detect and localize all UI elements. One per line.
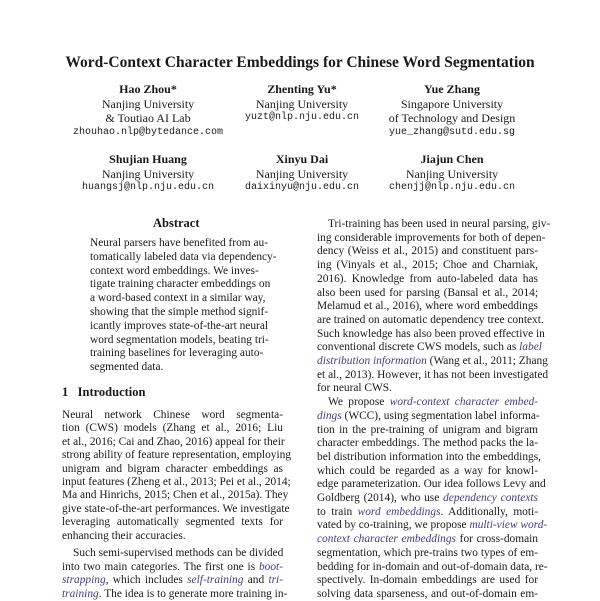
body-line-right — [317, 340, 542, 354]
author-name: Hao Zhou* — [119, 82, 177, 96]
text-run: character embeddings. The method packs the la- — [317, 437, 538, 450]
author-entry — [357, 152, 547, 196]
body-line-left — [62, 475, 291, 489]
author-email: huangsj@nlp.nju.edu.cn — [81, 182, 215, 193]
text-run: conventional discrete CWS models, such as — [317, 341, 520, 354]
author-name: Shujian Huang — [109, 152, 187, 166]
emphasized-text: self-training — [187, 574, 244, 587]
text-run: icantly improves state-of-the-art neural — [90, 319, 269, 332]
text-run: ing (Vinyals et al., 2015; Choe and Charniak, — [317, 259, 538, 272]
emphasized-text: boot- — [258, 560, 283, 573]
text-run: tigate training character embeddings on — [90, 278, 271, 291]
text-run: . The idea is to generate more training in- — [98, 587, 288, 600]
body-line-right — [317, 491, 538, 505]
text-run: dency (Weiss et al., 2015) and constituent pars- — [317, 245, 538, 258]
abstract-line — [90, 360, 256, 374]
body-line-left — [62, 488, 289, 502]
text-run: spectively. In-domain embeddings are used for — [317, 574, 538, 587]
text-run: also been used for parsing (Bansal et al., 2014; — [317, 286, 538, 299]
author-name: Xinyu Dai — [275, 152, 329, 166]
text-run: . Additionally, moti- — [440, 505, 539, 518]
text-run: unigram and bigram character embeddings as — [62, 462, 283, 475]
emphasized-text: dependency contexts — [443, 492, 538, 504]
abstract-line — [90, 319, 269, 333]
text-run: et al., 2013). However, it has not been investigated — [317, 368, 549, 381]
body-line-right — [317, 423, 538, 437]
text-run: edge parameterization. Our idea follows Levy and — [317, 478, 546, 491]
emphasized-text: word-context character embed- — [389, 396, 538, 409]
body-line-right — [317, 299, 538, 313]
body-line-right — [317, 368, 549, 382]
abstract-line — [90, 277, 271, 291]
abstract-line — [90, 236, 269, 250]
body-line-right — [317, 532, 538, 546]
text-run: to train — [317, 505, 358, 518]
text-run: (Wang et al., 2011; Zhang — [426, 355, 548, 367]
body-line-left — [62, 529, 283, 543]
paper-title: Word-Context Character Embeddings for Chinese Word Segmentation — [65, 54, 535, 71]
author-entry — [357, 82, 547, 140]
body-line-right — [317, 327, 545, 341]
body-line-left — [62, 435, 283, 449]
body-line-right — [317, 258, 538, 272]
author-affiliation: Nanjing University — [101, 166, 195, 181]
text-run: Melamud et al., 2016), where word embeddings — [317, 300, 538, 313]
abstract-line — [90, 250, 277, 264]
body-line-left — [62, 502, 290, 516]
text-run: into two main categories. The first one is — [62, 560, 259, 573]
author-affiliation: of Technology and Design — [388, 111, 516, 125]
text-run: We propose — [328, 396, 390, 409]
text-run: a word-based context in a similar way, — [90, 292, 266, 305]
emphasized-text: distribution information — [317, 355, 427, 367]
emphasized-text: label — [519, 341, 542, 354]
text-run: are trained on automatic dependency tree context. — [317, 313, 544, 326]
body-line-right — [317, 244, 538, 258]
author-affiliation: & Toutiao AI Lab — [105, 111, 191, 125]
author-name: Yue Zhang — [424, 82, 480, 96]
text-run: tion (CWS) models (Zhang et al., 2016; Liu — [62, 422, 283, 435]
text-run: Neural parsers have benefited from au- — [90, 237, 269, 249]
emphasized-text: context character embeddings — [317, 533, 456, 546]
text-run: (WCC), using segmentation label informa- — [341, 409, 540, 422]
body-line-right — [317, 464, 538, 478]
body-line-left — [62, 515, 283, 529]
text-run: et al., 2016; Cai and Zhao, 2016) appeal for their — [62, 435, 285, 448]
body-line-left — [62, 560, 283, 574]
text-run: tomatically labeled data via dependency- — [90, 250, 277, 263]
author-affiliation: Nanjing University — [255, 96, 349, 111]
abstract-line — [90, 346, 264, 360]
body-line-right — [328, 395, 538, 409]
body-line-right — [317, 573, 538, 587]
body-line-left — [62, 573, 283, 587]
text-run: , which includes — [105, 574, 188, 587]
author-email: chenjj@nlp.nju.edu.cn — [388, 182, 516, 193]
body-line-right — [317, 546, 538, 560]
text-run: segmentation, which pre-trains two types of em- — [317, 546, 538, 559]
author-email: zhouhao.nlp@bytedance.com — [72, 126, 224, 138]
body-line-left — [62, 462, 283, 476]
author-name: Zhenting Yu* — [267, 82, 337, 96]
emphasized-text: multi-view word- — [469, 519, 548, 532]
text-run: vated by co-training, we propose — [317, 519, 470, 532]
text-run: which could be regarded as a way for knowl- — [317, 464, 538, 477]
body-line-left — [62, 421, 283, 435]
body-line-right — [317, 505, 538, 519]
text-run: 2016). Knowledge from auto-labeled data has — [317, 272, 538, 285]
abstract-line — [90, 333, 269, 347]
abstract-line — [90, 264, 259, 278]
text-run: and — [243, 574, 269, 587]
body-line-right — [317, 313, 544, 327]
text-run: segmented data. — [90, 361, 164, 374]
abstract-heading: Abstract — [153, 216, 200, 230]
body-line-left — [62, 408, 283, 422]
text-run: bel distribution information into the embeddings, — [317, 450, 541, 463]
abstract-line — [90, 291, 266, 305]
text-run: context word embeddings. We inves- — [90, 264, 259, 277]
text-run: give state-of-the-art performances. We investigate — [62, 502, 290, 515]
text-run: input features (Zheng et al., 2013; Pei et al., 2014; — [62, 476, 291, 488]
body-line-right — [317, 587, 538, 601]
emphasized-text: tri- — [268, 574, 283, 587]
text-run: showing that the simple method signif- — [90, 306, 269, 318]
author-email: yuzt@nlp.nju.edu.cn — [244, 112, 360, 123]
author-affiliation: Nanjing University — [255, 166, 349, 181]
body-line-right — [317, 286, 538, 300]
text-run: training baselines for leveraging auto- — [90, 347, 264, 360]
body-line-right — [317, 231, 546, 245]
text-run: Such knowledge has also been proved effective in — [317, 327, 545, 340]
text-run: tion in the pre-training of unigram and bigram — [317, 423, 538, 436]
text-run: Such semi-supervised methods can be divided — [73, 547, 284, 559]
body-line-right — [317, 450, 541, 464]
text-run: enhancing their accuracies. — [62, 529, 186, 542]
author-affiliation: Nanjing University — [101, 96, 195, 111]
body-line-right — [317, 354, 548, 368]
author-affiliation: Singapore University — [400, 96, 504, 111]
author-email: yue_zhang@sutd.edu.sg — [388, 126, 516, 138]
body-line-right — [317, 477, 546, 491]
text-run: word segmentation models, beating tri- — [90, 333, 269, 346]
body-line-right — [317, 272, 538, 286]
text-run: leveraging automatically segmented texts for — [62, 516, 283, 529]
text-run: bedding for in-domain and out-of-domain data, re- — [317, 560, 548, 573]
emphasized-text: training — [62, 587, 99, 600]
text-run: for cross-domain — [455, 533, 538, 546]
body-line-right — [317, 409, 538, 423]
author-name: Jiajun Chen — [420, 152, 484, 166]
text-run: for neural CWS. — [317, 382, 392, 395]
text-run: Ma and Hinrichs, 2015; Chen et al., 2015a). They — [62, 489, 289, 502]
author-email: daixinyu@nju.edu.cn — [244, 182, 360, 193]
body-line-left — [62, 587, 288, 601]
body-line-right — [328, 217, 551, 231]
text-run: Tri-training has been used in neural parsing, giv- — [328, 218, 551, 230]
author-affiliation: Nanjing University — [405, 166, 499, 181]
body-line-left — [62, 448, 292, 462]
body-line-right — [317, 560, 548, 574]
text-run: ing considerable improvements for both of depen- — [317, 231, 546, 244]
body-line-right — [317, 436, 538, 450]
emphasized-text: word embeddings — [357, 505, 441, 518]
text-run: Goldberg (2014), who use — [317, 492, 444, 504]
emphasized-text: strapping — [62, 574, 106, 587]
body-line-right — [317, 381, 538, 395]
abstract-line — [90, 305, 269, 319]
emphasized-text: dings — [317, 409, 342, 422]
section-heading-introduction: 1 Introduction — [62, 385, 146, 399]
text-run: solving data sparseness, and out-of-domain em- — [317, 587, 538, 600]
text-run: Neural network Chinese word segmenta- — [62, 409, 283, 421]
body-line-right — [317, 518, 548, 532]
text-run: strong ability of feature representation, employing — [62, 449, 292, 462]
body-line-left — [73, 546, 283, 560]
